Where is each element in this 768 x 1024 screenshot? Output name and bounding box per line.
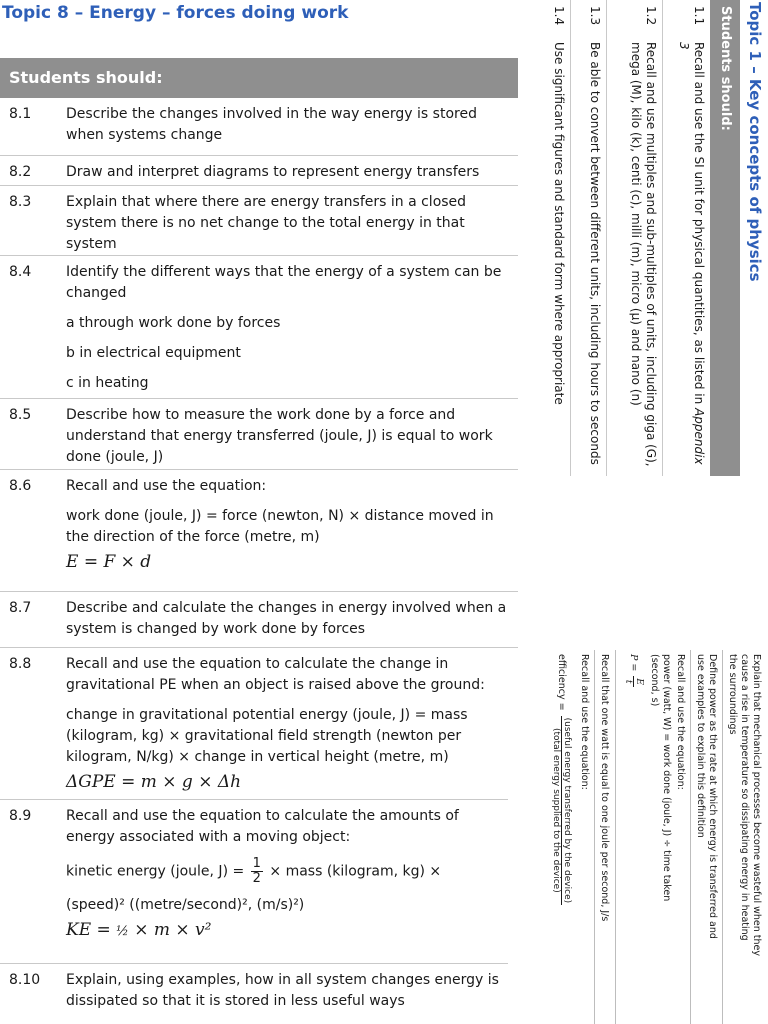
spec-line: Recall and use the equation: xyxy=(675,654,686,790)
row-number: 8.8 xyxy=(9,656,32,672)
spec-line: the surroundings xyxy=(727,654,738,735)
table-row-8-10 xyxy=(0,964,518,1020)
spec-line: Define power as the rate at which energy is transferred and xyxy=(707,654,718,939)
row-text: Explain that where there are energy transfers in a closed system there is no net change to the total energy in that system xyxy=(66,194,467,252)
table-row-8-9 xyxy=(0,800,518,964)
spec-notes-rotated-content xyxy=(508,650,768,1024)
equation-words: change in gravitational potential energy (joule, J) = mass (kilogram, kg) × gravitational field strength (newton per kilogram, N/kg) × change in vertical height (metre, m) xyxy=(66,707,468,765)
table-row-8-3 xyxy=(0,186,518,256)
divider xyxy=(722,650,723,1024)
table-row-8-5 xyxy=(0,399,518,470)
row-number: 8.4 xyxy=(9,264,32,280)
spec-line: use examples to explain this definition xyxy=(695,654,706,838)
row-number: 1.1 xyxy=(692,6,706,26)
row-text: Recall and use multiples and sub-multiples of units, including giga (G), mega (M), kilo (k), centi (c), milli (m), micro (µ) and nano (n) xyxy=(629,42,658,467)
row-text: Be able to convert between different units, including hours to seconds xyxy=(588,42,602,465)
fraction-numerator: (useful energy transferred by the device) xyxy=(562,717,572,904)
fraction-denominator: 2 xyxy=(252,871,261,886)
divider xyxy=(615,650,616,1024)
row-text: Recall and use the equation to calculate the change in gravitational PE when an object is raised above the ground: xyxy=(66,656,485,693)
divider xyxy=(594,650,595,1024)
row-number: 8.9 xyxy=(9,808,32,824)
half-fraction xyxy=(251,857,263,886)
equation-words: work done (joule, J) = force (newton, N) × distance moved in the direction of the force (metre, m) xyxy=(66,508,494,545)
equation-symbolic xyxy=(66,920,510,942)
efficiency-fraction xyxy=(551,716,572,906)
row-number: 1.2 xyxy=(644,6,658,26)
row-number: 8.6 xyxy=(9,478,32,494)
eq-half: ½ xyxy=(116,924,129,939)
table-row-8-2 xyxy=(0,156,518,186)
row-text: Use significant figures and standard form where appropriate xyxy=(552,42,566,405)
row-text: Identify the different ways that the energy of a system can be changed xyxy=(66,264,502,301)
table-row-8-1 xyxy=(0,98,518,156)
row-text: Draw and interpret diagrams to represent energy transfers xyxy=(66,164,480,180)
equation-symbolic: ΔGPE = m × g × Δh xyxy=(66,772,242,792)
row-text-italic: Appendix 3 xyxy=(677,42,706,465)
spec-line: power (watt, W) = work done (joule, J) ÷ time taken xyxy=(661,654,672,902)
sub-item-b: b in electrical equipment xyxy=(66,345,241,361)
table-row-8-8 xyxy=(0,648,518,800)
topic8-students-should-header: Students should: xyxy=(0,58,518,98)
table-row-1-3 xyxy=(570,0,606,476)
fraction-denominator: t xyxy=(623,679,633,684)
eff-left: efficiency = xyxy=(556,654,567,711)
row-number: 8.3 xyxy=(9,194,32,210)
power-equation xyxy=(623,650,644,1024)
spec-line: cause a rise in temperature so dissipating energy in heating xyxy=(739,654,750,941)
table-row-1-4 xyxy=(540,0,570,476)
row-text: Recall and use the equation: xyxy=(66,478,267,494)
row-text: Explain, using examples, how in all system changes energy is dissipated so that it is stored in less useful ways xyxy=(66,972,499,1009)
row-number: 1.4 xyxy=(552,6,566,26)
topic8-title: Topic 8 – Energy – forces doing work xyxy=(2,3,349,23)
spec-line: Explain that mechanical processes become wasteful when they xyxy=(751,654,762,957)
row-text: Describe how to measure the work done by a force and understand that energy transferred (joule, J) is equal to work done (joule, J) xyxy=(66,407,493,465)
table-row-1-1 xyxy=(662,0,710,476)
fraction-numerator: 1 xyxy=(252,856,261,871)
spec-line: Recall and use the equation: xyxy=(579,654,590,790)
row-number: 8.1 xyxy=(9,106,32,122)
row-text: Describe and calculate the changes in energy involved when a system is changed by work done by forces xyxy=(66,600,507,637)
equation-symbolic: E = F × d xyxy=(66,552,152,572)
row-text: Recall and use the SI unit for physical quantities, as listed in xyxy=(692,42,706,405)
ke-suffix: × mass (kilogram, kg) × xyxy=(269,863,442,880)
spec-line: (second, s) xyxy=(649,654,660,707)
sub-item-a: a through work done by forces xyxy=(66,315,281,331)
fraction-denominator: (total energy supplied to the device) xyxy=(551,728,561,893)
ke-prefix: kinetic energy (joule, J) = xyxy=(66,863,245,880)
fraction-numerator: E xyxy=(634,678,644,685)
efficiency-equation xyxy=(551,650,572,1024)
sub-item-c: c in heating xyxy=(66,375,149,391)
p-left: P = xyxy=(628,654,639,672)
row-text: Describe the changes involved in the way energy is stored when systems change xyxy=(66,106,477,143)
ke-units-line: (speed)² ((metre/second)², (m/s)²) xyxy=(66,897,305,913)
table-row-8-4 xyxy=(0,256,518,399)
table-row-1-2 xyxy=(606,0,662,476)
eq-left: KE = xyxy=(66,920,111,940)
topic1-title: Topic 1 – Key concepts of physics xyxy=(746,2,764,282)
row-number: 8.7 xyxy=(9,600,32,616)
row-text: Recall and use the equation to calculate the amounts of energy associated with a moving object: xyxy=(66,808,459,845)
topic1-rotated-content xyxy=(518,0,768,476)
eq-right: × m × v² xyxy=(134,920,212,940)
row-number: 1.3 xyxy=(588,6,602,26)
table-row-8-7 xyxy=(0,592,518,648)
spec-line: Recall that one watt is equal to one joule per second, J/s xyxy=(599,654,610,922)
spec-notes-panel xyxy=(508,650,768,1024)
topic1-panel xyxy=(518,0,768,476)
p-fraction xyxy=(623,676,644,687)
row-number: 8.10 xyxy=(9,972,41,988)
kinetic-energy-equation-words xyxy=(66,857,510,886)
topic1-students-should-header: Students should: xyxy=(710,0,740,476)
divider xyxy=(690,650,691,1024)
row-number: 8.2 xyxy=(9,164,32,180)
table-row-8-6 xyxy=(0,470,518,592)
row-number: 8.5 xyxy=(9,407,32,423)
